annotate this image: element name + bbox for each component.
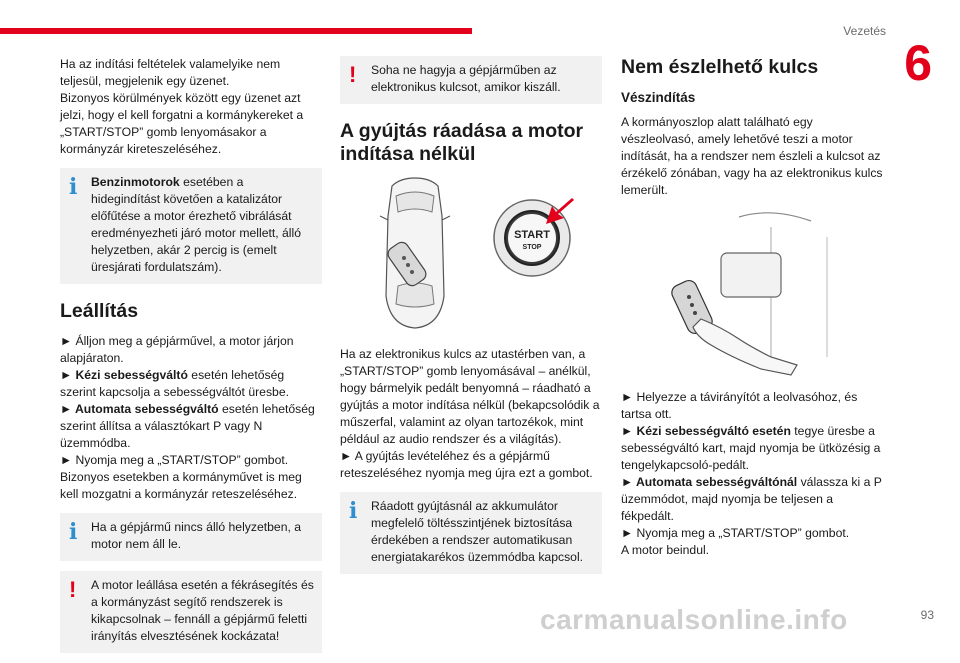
warning-icon: !	[349, 62, 357, 87]
note-text: Ha a gépjármű nincs álló helyzetben, a motor nem áll le.	[91, 520, 302, 551]
subsection-heading: Vészindítás	[621, 90, 696, 105]
info-note-box	[340, 492, 602, 574]
step-rest: esetén lehetőség szerint kapcsolja a sebességváltót üresbe.	[60, 368, 289, 399]
column-1	[60, 56, 322, 663]
section-heading: Nem észlelhető kulcs	[621, 56, 819, 78]
step	[621, 474, 883, 525]
note-rest: esetében a hidegindítást követően a katalizátor előfűtése a motor érezhető vibrálását eredményezheti járó motor mellett, álló helyzetben, akár 2 percig is (emelt üresjárati fordulatszám).	[91, 175, 301, 274]
info-note-box	[60, 168, 322, 284]
hand-icon	[693, 319, 797, 375]
watermark: carmanualsonline.info	[540, 604, 848, 635]
paragraph: Bizonyos körülmények között egy üzenet azt jelzi, hogy el kell forgatni a kormánykereket a „START/STOP” gomb lenyomásakor a kormányzár kireteszeléséhez.	[60, 91, 304, 156]
paragraph: A kormányoszlop alatt található egy vészleolvasó, amely lehetővé teszi a motor indítását, ha a rendszer nem észleli a kulcsot az érzékelő zónában, vagy ha az elektronikus kulcs lemerült.	[621, 115, 883, 197]
info-icon: i	[349, 498, 358, 524]
emergency-reader-illustration	[621, 207, 883, 379]
note-text	[91, 174, 314, 276]
info-icon: i	[69, 174, 78, 200]
warning-text: Soha ne hagyja a gépjárműben az elektronikus kulcsot, amikor kiszáll.	[371, 63, 561, 94]
hand-key-illustration	[621, 207, 883, 379]
paragraph: A motor beindul.	[621, 543, 710, 557]
note-bold: Benzinmotorok	[91, 175, 180, 189]
step: ► A gyújtás levételéhez és a gépjármű reteszeléséhez nyomja meg újra ezt a gombot.	[340, 449, 593, 480]
step-bold: ► Automata sebességváltónál	[621, 475, 798, 489]
start-stop-illustration	[340, 176, 602, 336]
warning-icon: !	[69, 577, 77, 602]
step-bold: ► Automata sebességváltó	[60, 402, 219, 416]
step-bold: ► Kézi sebességváltó esetén	[621, 424, 791, 438]
button-label-start: START	[514, 229, 550, 241]
warning-box	[60, 571, 322, 653]
step: ► Nyomja meg a „START/STOP” gombot.	[60, 453, 289, 467]
note-text: Ráadott gyújtásnál az akkumulátor megfelelő töltésszintjének biztosítása érdekében a rendszer automatikusan energiatakarékos üzemmódba kapcsol.	[371, 499, 584, 564]
section-label: Vezetés	[843, 24, 886, 38]
top-accent-bar	[0, 28, 472, 34]
info-icon: i	[69, 519, 78, 545]
step: ► Álljon meg a gépjárművel, a motor járjon alapjáraton.	[60, 334, 294, 365]
step	[60, 367, 322, 401]
section-heading: Leállítás	[60, 300, 139, 322]
column-2	[340, 56, 602, 584]
step-rest: válassza ki a P üzemmódot, majd nyomja be teljesen a fékpedált.	[621, 475, 882, 523]
info-note-box	[60, 513, 322, 561]
paragraph: Ha az indítási feltételek valamelyike nem teljesül, megjelenik egy üzenet.	[60, 57, 281, 88]
step	[621, 423, 883, 474]
section-heading: A gyújtás ráadása a motor indítása nélkül	[340, 120, 584, 165]
step	[60, 401, 322, 452]
button-label-stop: STOP	[522, 244, 542, 251]
step-rest: esetén lehetőség szerint állítsa a választókart P vagy N üzemmódba.	[60, 402, 315, 450]
step: ► Helyezze a távirányítót a leolvasóhoz, és tartsa ott.	[621, 390, 858, 421]
car-key-illustration	[340, 176, 602, 336]
step-bold: ► Kézi sebességváltó	[60, 368, 188, 382]
paragraph: Ha az elektronikus kulcs az utastérben van, a „START/STOP” gomb lenyomásával – anélkül, hogy bármelyik pedált benyomná – ráadható a gyújtás a motor indítása nélkül (bekapcsolódik a műszerfal, valamint az olyan tartozékok, mint például az audio rendszer és a világítás).	[340, 347, 600, 446]
warning-box	[340, 56, 602, 104]
step: ► Nyomja meg a „START/STOP” gombot.	[621, 526, 850, 540]
chapter-number: 6	[904, 35, 932, 91]
paragraph: Bizonyos esetekben a kormányművet is meg kell mozgatni a kormányzár reteszeléséhez.	[60, 470, 302, 501]
page-number: 93	[920, 608, 934, 622]
warning-text: A motor leállása esetén a fékrásegítés és a kormányzást segítő rendszerek is kikapcsolnak – fennáll a gépjármű feletti irányítás elvesztésének kockázata!	[91, 578, 314, 643]
column-3	[621, 56, 883, 559]
step-rest: tegye üresbe a sebességváltó kart, majd nyomja be ütközésig a tengelykapcsoló-pedált.	[621, 424, 881, 472]
